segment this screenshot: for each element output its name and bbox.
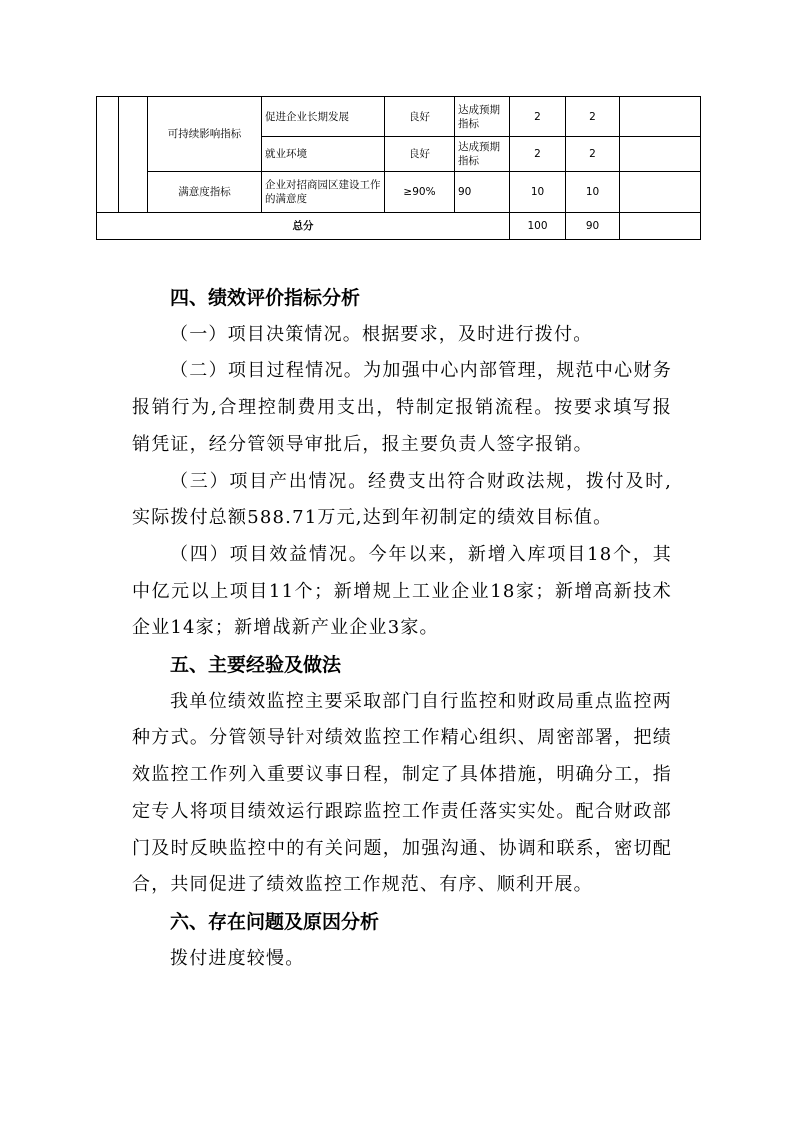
indicator-cell: 就业环境 [262,137,385,172]
total-weight-cell: 100 [510,213,566,240]
total-row [97,213,701,240]
paragraph-decision: （一）项目决策情况。根据要求，及时进行拨付。 [170,323,593,345]
merged-level2-cell [119,97,148,213]
category-cell: 可持续影响指标 [148,97,262,172]
target-cell: ≥90% [385,172,455,213]
remark-cell [620,172,701,213]
merged-level1-cell [97,97,119,213]
paragraph-experience: 我单位绩效监控主要采取部门自行监控和财政局重点监控两种方式。分管领导针对绩效监控工作精心组织、周密部署，把绩效监控工作列入重要议事日程，制定了具体措施，明确分工，指定专人将项目绩效运行跟踪监控工作责任落实实处。配合财政部门及时反映监控中的有关问题，加强沟通、协调和联系，密切配合，共同促进了绩效监控工作规范、有序、顺利开展。 [132,690,672,896]
section-heading-experience: 五、主要经验及做法 [170,654,342,677]
target-cell: 良好 [385,97,455,137]
category-cell: 满意度指标 [148,172,262,213]
total-score-cell: 90 [566,213,620,240]
weight-cell: 2 [510,137,566,172]
weight-cell: 2 [510,97,566,137]
actual-cell: 达成预期指标 [455,97,510,137]
indicator-cell: 促进企业长期发展 [262,97,385,137]
weight-cell: 10 [510,172,566,213]
score-cell: 2 [566,137,620,172]
table-row [97,97,701,137]
section-heading-analysis: 四、绩效评价指标分析 [170,287,361,309]
total-label: 总分 [97,213,510,240]
paragraph-process: （二）项目过程情况。为加强中心内部管理，规范中心财务报销行为,合理控制费用支出，特制定报销流程。按要求填写报销凭证，经分管领导审批后，报主要负责人签字报销。 [132,360,672,455]
remark-cell [620,137,701,172]
target-cell: 良好 [385,137,455,172]
performance-indicator-table [96,96,701,240]
actual-cell: 90 [455,172,510,213]
report-body [132,280,672,977]
remark-cell [620,97,701,137]
actual-cell: 达成预期指标 [455,137,510,172]
paragraph-output: （三）项目产出情况。经费支出符合财政法规，拨付及时,实际拨付总额588.71万元,达到年初制定的绩效目标值。 [132,470,672,529]
paragraph-problems: 拨付进度较慢。 [170,947,305,969]
paragraph-benefit: （四）项目效益情况。今年以来，新增入库项目18个，其中亿元以上项目11个；新增规上工业企业18家；新增高新技术企业14家；新增战新产业企业3家。 [132,543,672,639]
score-cell: 2 [566,97,620,137]
section-heading-problems: 六、存在问题及原因分析 [170,910,380,933]
score-cell: 10 [566,172,620,213]
indicator-cell: 企业对招商园区建设工作的满意度 [262,172,385,213]
total-remark-cell [620,213,701,240]
table-row [97,172,701,213]
